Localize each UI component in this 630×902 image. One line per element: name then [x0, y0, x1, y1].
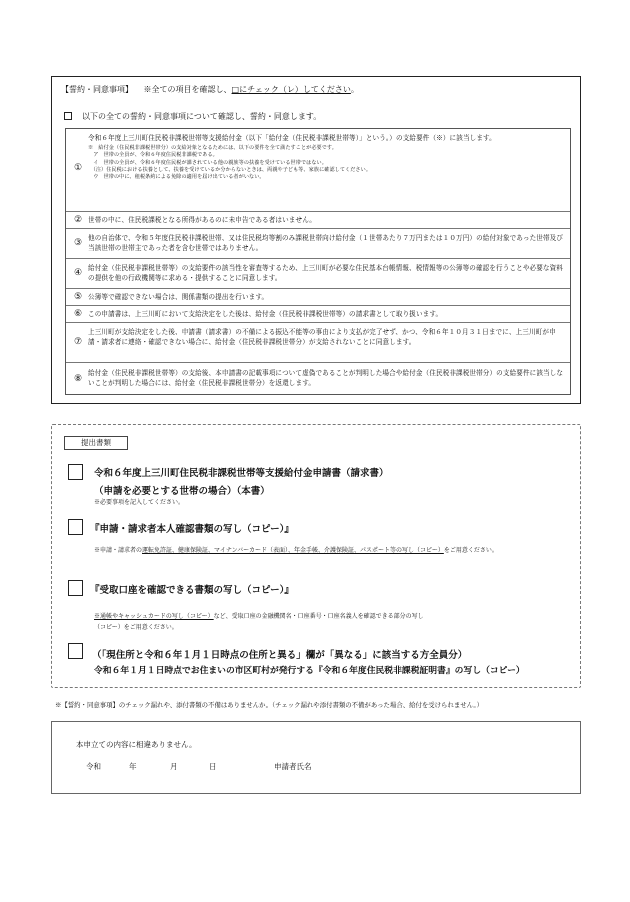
consent-item — [66, 322, 570, 362]
doc2-note-prefix: ※申請・請求者の — [94, 547, 143, 554]
doc2-title: 『申請・請求者本人確認書類の写し（コピー）』 — [90, 524, 294, 535]
agree-all-label: 以下の全ての誓約・同意事項について確認し、誓約・同意します。 — [82, 112, 322, 121]
item-text: 給付金（住民税非課税世帯等）の支給要件の該当性を審査等するため、上三川町が必要な住民基本台帳情報、税情報等の公簿等の確認を行うことや必要な資料の提供を他の行政機関等に求める・提供することに同意します。 — [88, 264, 563, 283]
doc3-title: 『受取口座を確認できる書類の写し（コピー）』 — [90, 585, 294, 596]
date-year-label: 年 — [129, 762, 137, 771]
doc2-note-underlined: 運転免許証、健康保険証、マイナンバーカード（表面）、年金手帳、介護保険証、パスポート等の写し（コピー） — [142, 547, 444, 554]
footnote: ※【誓約・同意事項】のチェック漏れや、添付書類の不備はありませんか。（チェック漏れや添付書類の不備があった場合、給付を受けられません。） — [55, 701, 483, 709]
doc3-note-rest: など、受取口座の金融機関名・口座番号・口座名義人を確認できる部分の写し — [213, 613, 424, 620]
item-number: ⑤ — [73, 292, 83, 302]
item-main-text: 令和６年度上三川町住民税非課税世帯等支援給付金（以下「給付金（住民税非課税世帯等）」という。）の支給要件（※）に該当します。 — [88, 134, 496, 142]
applicant-name-label: 申請者氏名 — [274, 762, 312, 771]
doc3-note-underlined: ※通帳やキャッシュカードの写し（コピー） — [94, 613, 214, 620]
consent-title: 【誓約・同意事項】 — [61, 85, 133, 94]
consent-item — [66, 362, 570, 396]
consent-item — [66, 228, 570, 258]
item-text: この申請書は、上三川町において支給決定をした後は、給付金（住民税非課税世帯等）の請求書として取り扱います。 — [88, 310, 443, 318]
consent-instruction-suffix: 。 — [350, 85, 359, 94]
doc4-checkbox[interactable] — [68, 643, 83, 659]
consent-item — [66, 129, 570, 211]
item-sub-text: ※ 給付金（住民税非課税世帯分）の支給対象となるためには、以下の要件を全て満たすことが必要です。 — [88, 145, 337, 152]
item-number: ⑧ — [73, 374, 83, 384]
declaration-section — [51, 721, 581, 794]
consent-item — [66, 258, 570, 288]
item-sub-text: ウ 世帯の中に、租税条約による免除の適用を届け出ている者がいない。 — [88, 174, 265, 181]
item-number: ⑥ — [73, 309, 83, 319]
consent-item — [66, 211, 570, 228]
item-text: 世帯の中に、住民税課税となる所得があるのに未申告である者はいません。 — [88, 216, 316, 224]
doc4-title: 令和６年１月１日時点でお住まいの市区町村が発行する『令和６年度住民税非課税証明書』の写し（コピー） — [94, 666, 525, 676]
consent-instruction-underlined: □にチェック（レ）してください — [231, 85, 351, 94]
item-text — [88, 133, 566, 181]
consent-instruction-prefix: ※全ての項目を確認し、 — [143, 85, 232, 94]
consent-item — [66, 305, 570, 322]
agree-all-checkbox[interactable] — [64, 112, 72, 120]
doc3-note — [94, 611, 424, 620]
item-sub-text: イ 世帯の全員が、令和６年度住民税が課されている他の親族等の扶養を受けている世帯ではない。 — [88, 159, 327, 166]
doc3-note-line2: （コピー）をご用意ください。 — [94, 624, 178, 631]
item-number: ① — [73, 163, 83, 173]
doc3-checkbox[interactable] — [68, 580, 83, 596]
consent-items-table — [65, 128, 571, 395]
item-text: 公簿等で確認できない場合は、関係書類の提出を行います。 — [88, 293, 269, 301]
doc1-checkbox[interactable] — [68, 464, 83, 480]
doc2-checkbox[interactable] — [68, 519, 83, 535]
documents-tag: 提出書類 — [64, 436, 128, 450]
doc1-title: 令和６年度上三川町住民税非課税世帯等支援給付金申請書（請求書） — [94, 468, 389, 479]
item-number: ⑦ — [73, 337, 83, 347]
date-month-label: 月 — [170, 762, 178, 771]
item-number: ② — [73, 215, 83, 225]
item-sub-text: ア 世帯の全員が、令和６年度住民税非課税である。 — [88, 152, 218, 159]
doc2-note — [94, 546, 556, 556]
item-sub-list — [88, 145, 566, 181]
item-number: ④ — [73, 268, 83, 278]
date-era: 令和 — [86, 762, 101, 771]
item-text: 給付金（住民税非課税世帯等）の支給後、本申請書の記載事項について虚偽であることが判明した場合や給付金（住民税非課税世帯分）の支給要件に該当しないことが判明した場合には、給付金（住民税非課税世帯分）を返還します。 — [88, 369, 564, 388]
agree-all-row — [64, 111, 321, 122]
item-text: 上三川町が支給決定をした後、申請書（請求書）の不備による振込不能等の事由により支払が完了せず、かつ、令和６年１０月３１日までに、上三川町が申請・請求者に連絡・確認できない場合に、給付金（住民税非課税世帯分）が支給されないことに同意します。 — [88, 328, 556, 347]
item-sub-text: （注）住民税における扶養として、扶養を受けているか分からないときは、両親や子ども等、家族に確認してください。 — [88, 166, 372, 173]
item-number: ③ — [73, 238, 83, 248]
doc4-condition: （「現住所と令和６年１月１日時点の住所と異る」欄が「異なる」に該当する方全員分） — [92, 650, 468, 661]
consent-item — [66, 288, 570, 305]
declaration-text: 本申立ての内容に相違ありません。 — [76, 740, 197, 749]
doc2-note-suffix: をご用意ください。 — [443, 547, 498, 554]
consent-header — [61, 84, 359, 95]
doc1-subtitle: （申請を必要とする世帯の場合）（本書） — [94, 486, 270, 497]
date-day-label: 日 — [209, 762, 217, 771]
item-text: 他の自治体で、令和５年度住民税非課税世帯、又は住民税均等割のみ課税世帯向け給付金（１世帯あたり７万円または１０万円）の給付対象であった世帯及び当該世帯の世帯主であった者を含む世帯ではありません。 — [88, 234, 564, 253]
doc1-note: ※必要事項を記入してください。 — [94, 499, 185, 506]
